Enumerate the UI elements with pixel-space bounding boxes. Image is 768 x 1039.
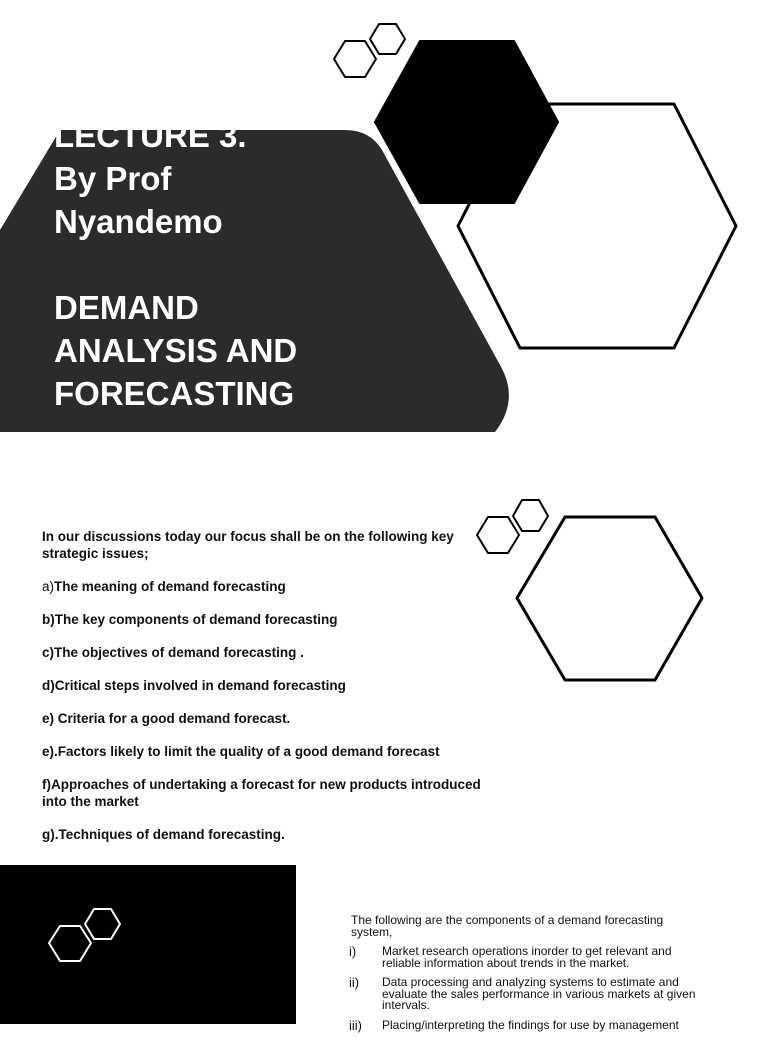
agenda-item-text: Techniques of demand forecasting. <box>58 827 285 842</box>
black-side-panel <box>0 865 296 1024</box>
agenda-small-hexagon-right <box>513 500 548 531</box>
agenda-item-text: The meaning of demand forecasting <box>54 579 286 594</box>
component-item-number: iii) <box>349 1017 362 1033</box>
agenda-item-letter: f) <box>42 777 51 792</box>
component-item-text: Placing/interpreting the findings for use by management <box>382 1017 679 1032</box>
agenda-item-text: Criteria for a good demand forecast. <box>54 711 291 726</box>
agenda-item <box>42 826 482 843</box>
agenda-item-letter: c) <box>42 645 55 660</box>
subtitle-line-2: ANALYSIS AND <box>54 332 298 369</box>
components-list <box>349 915 699 1039</box>
agenda-small-hexagon-left <box>477 517 519 553</box>
agenda-item <box>42 710 482 727</box>
small-hexagon-right <box>370 24 405 54</box>
agenda-item-letter: g). <box>42 827 59 842</box>
component-item <box>349 1017 699 1033</box>
component-item-number: i) <box>349 944 357 959</box>
components-slide <box>0 865 768 1033</box>
agenda-intro: In our discussions today our focus shall be on the following key strategic issues; <box>42 529 454 561</box>
component-item-number: ii) <box>349 975 360 990</box>
title-line-2: By Prof <box>54 160 172 197</box>
components-lead: The following are the components of a demand forecasting system, <box>351 913 664 939</box>
agenda-item-letter: e) <box>42 711 55 726</box>
agenda-list <box>42 528 482 859</box>
agenda-item-letter: e). <box>42 744 58 759</box>
component-item-text: Market research operations inorder to get relevant and reliable information about trends in the market. <box>382 944 672 970</box>
subtitle-line-1: DEMAND <box>54 289 199 326</box>
agenda-item-letter: b) <box>42 612 55 627</box>
title-line-1: LECTURE 3. <box>54 117 247 154</box>
agenda-item <box>42 776 482 810</box>
small-hexagon-left <box>334 41 376 77</box>
title-line-3: Nyandemo <box>54 203 223 240</box>
component-item-text: Data processing and analyzing systems to estimate and evaluate the sales performance in various markets at given intervals. <box>382 975 696 1012</box>
agenda-slide <box>0 440 768 865</box>
agenda-item-text: The key components of demand forecasting <box>54 612 338 627</box>
agenda-item <box>42 578 482 595</box>
agenda-item <box>42 611 482 628</box>
agenda-item-letter: d) <box>42 678 55 693</box>
agenda-item-letter: a) <box>42 579 55 594</box>
agenda-item-text: Approaches of undertaking a forecast for new products introduced into the market <box>42 777 481 809</box>
subtitle-line-3: FORECASTING <box>54 375 295 412</box>
title-slide <box>0 0 768 440</box>
agenda-large-hexagon <box>517 517 702 680</box>
slide-title <box>54 114 384 415</box>
agenda-item-text: Critical steps involved in demand forecasting <box>54 678 346 693</box>
agenda-item-text: Factors likely to limit the quality of a good demand forecast <box>57 744 440 759</box>
component-item <box>349 977 699 1012</box>
agenda-item <box>42 644 482 661</box>
agenda-item <box>42 743 482 760</box>
agenda-item <box>42 677 482 694</box>
agenda-item-text: The objectives of demand forecasting . <box>54 645 304 660</box>
component-item <box>349 946 699 969</box>
